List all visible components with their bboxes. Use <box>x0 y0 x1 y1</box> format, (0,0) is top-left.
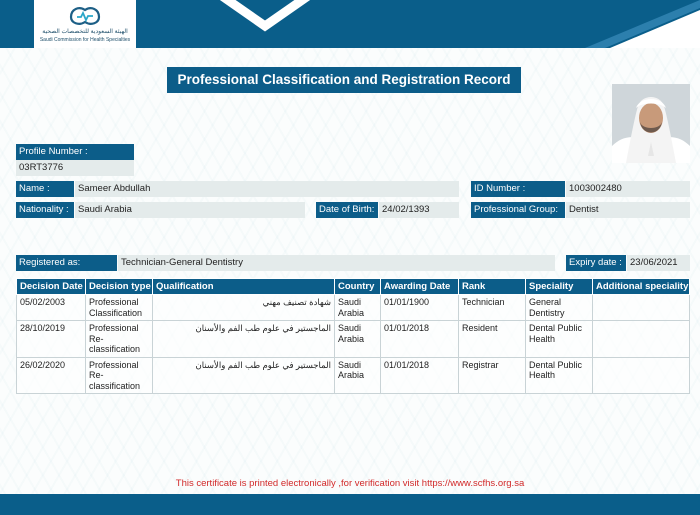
profile-number-value: 03RT3776 <box>16 160 134 176</box>
logo-arabic-text: الهيئة السعودية للتخصصات الصحية <box>42 29 128 35</box>
professional-group-label: Professional Group: <box>471 202 565 218</box>
id-number-label: ID Number : <box>471 181 565 197</box>
column-header-decision-date: Decision Date <box>17 279 86 295</box>
cell-country: Saudi Arabia <box>335 321 381 358</box>
id-number-value: 1003002480 <box>566 181 690 197</box>
cell-decision-type: Professional Re-classification <box>86 321 153 358</box>
cell-decision-type: Professional Classification <box>86 295 153 321</box>
name-label: Name : <box>16 181 74 197</box>
professional-group-value: Dentist <box>566 202 690 218</box>
cell-rank: Registrar <box>459 357 526 394</box>
cell-rank: Technician <box>459 295 526 321</box>
cell-additional-speciality <box>593 295 690 321</box>
logo-emblem-icon <box>69 5 101 27</box>
cell-country: Saudi Arabia <box>335 295 381 321</box>
column-header-country: Country <box>335 279 381 295</box>
cell-qualification: شهادة تصنيف مهني <box>153 295 335 321</box>
cell-additional-speciality <box>593 357 690 394</box>
registered-as-value: Technician-General Dentistry <box>118 255 555 271</box>
cell-qualification: الماجستير في علوم طب الفم والأسنان <box>153 321 335 358</box>
date-of-birth-value: 24/02/1393 <box>379 202 459 218</box>
cell-country: Saudi Arabia <box>335 357 381 394</box>
nationality-label: Nationality : <box>16 202 74 218</box>
column-header-speciality: Speciality <box>526 279 593 295</box>
cell-additional-speciality <box>593 321 690 358</box>
cell-speciality: Dental Public Health <box>526 357 593 394</box>
column-header-decision-type: Decision type <box>86 279 153 295</box>
verification-note: This certificate is printed electronically ,for verification visit https://www.scfhs.org.sa <box>175 478 525 489</box>
expiry-date-label: Expiry date : <box>566 255 626 271</box>
profile-number-label: Profile Number : <box>16 144 134 160</box>
cell-awarding-date: 01/01/1900 <box>381 295 459 321</box>
cell-awarding-date: 01/01/2018 <box>381 321 459 358</box>
scfhs-logo <box>34 0 136 48</box>
cell-decision-date: 26/02/2020 <box>17 357 86 394</box>
person-photo-icon <box>612 84 690 163</box>
cell-decision-type: Professional Re-classification <box>86 357 153 394</box>
cell-speciality: General Dentistry <box>526 295 593 321</box>
nationality-value: Saudi Arabia <box>75 202 305 218</box>
profile-photo <box>612 84 690 163</box>
table-header-row <box>17 279 690 295</box>
cell-decision-date: 28/10/2019 <box>17 321 86 358</box>
column-header-additional-speciality: Additional speciality <box>593 279 690 295</box>
table-row <box>17 321 690 358</box>
column-header-awarding-date: Awarding Date <box>381 279 459 295</box>
registered-as-label: Registered as: <box>16 255 117 271</box>
column-header-qualification: Qualification <box>153 279 335 295</box>
cell-decision-date: 05/02/2003 <box>17 295 86 321</box>
logo-english-text: Saudi Commission for Health Specialties <box>39 37 131 43</box>
page-title: Professional Classification and Registration Record <box>167 67 521 93</box>
cell-qualification: الماجستير في علوم طب الفم والأسنان <box>153 357 335 394</box>
cell-rank: Resident <box>459 321 526 358</box>
table-row <box>17 357 690 394</box>
expiry-date-value: 23/06/2021 <box>627 255 690 271</box>
cell-speciality: Dental Public Health <box>526 321 593 358</box>
cell-awarding-date: 01/01/2018 <box>381 357 459 394</box>
column-header-rank: Rank <box>459 279 526 295</box>
name-value: Sameer Abdullah <box>75 181 459 197</box>
date-of-birth-label: Date of Birth: <box>316 202 378 218</box>
table-row <box>17 295 690 321</box>
classification-records-table <box>16 278 690 394</box>
footer-band <box>0 494 700 515</box>
